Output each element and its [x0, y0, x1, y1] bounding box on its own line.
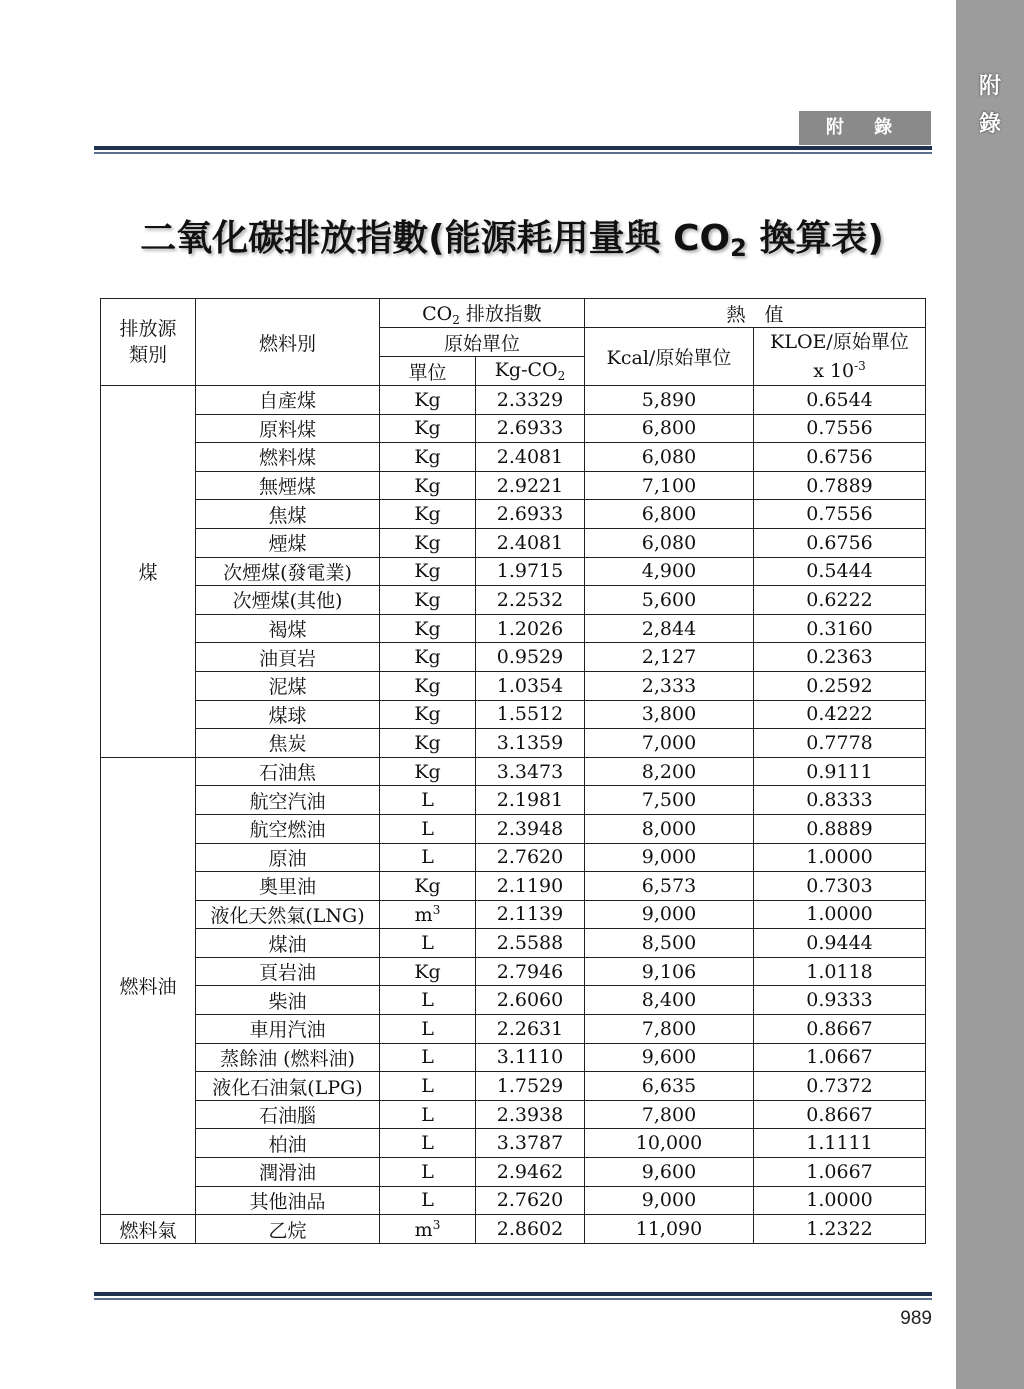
co2-cell: 2.6933 — [476, 500, 585, 529]
page-title — [100, 210, 924, 262]
table-row — [101, 471, 926, 500]
kloe-cell: 0.7556 — [754, 414, 926, 443]
co2-cell: 2.3329 — [476, 386, 585, 415]
table-row — [101, 843, 926, 872]
unit-cell: $m^3$ — [380, 900, 476, 929]
kloe-cell: 0.7889 — [754, 471, 926, 500]
unit-cell: Kg — [380, 386, 476, 415]
co2-cell: 2.6060 — [476, 986, 585, 1015]
kloe-cell: 0.3160 — [754, 614, 926, 643]
kloe-cell: 0.7556 — [754, 500, 926, 529]
unit-cell: Kg — [380, 757, 476, 786]
co2-cell: 2.7620 — [476, 1186, 585, 1215]
unit-cell: Kg — [380, 957, 476, 986]
kloe-cell: 0.8889 — [754, 814, 926, 843]
kcal-cell: 9,600 — [585, 1158, 754, 1187]
kloe-cell: 1.1111 — [754, 1129, 926, 1158]
unit-cell: Kg — [380, 700, 476, 729]
fuel-name-cell: 蒸餘油 (燃料油) — [196, 1043, 380, 1072]
kloe-cell: 1.0118 — [754, 957, 926, 986]
co2-cell: 2.3938 — [476, 1100, 585, 1129]
kcal-cell: 7,800 — [585, 1100, 754, 1129]
fuel-name-cell: 潤滑油 — [196, 1158, 380, 1187]
table-row — [101, 1129, 926, 1158]
unit-cell: L — [380, 986, 476, 1015]
kcal-cell: 5,890 — [585, 386, 754, 415]
kloe-cell: 0.2363 — [754, 643, 926, 672]
header-original-unit: 原始單位 — [380, 328, 585, 357]
unit-cell: Kg — [380, 643, 476, 672]
side-tab-char-1: 附 — [978, 74, 1001, 99]
co2-cell: 1.9715 — [476, 557, 585, 586]
unit-cell: Kg — [380, 586, 476, 615]
unit-cell: L — [380, 1158, 476, 1187]
unit-cell: L — [380, 929, 476, 958]
co2-cell: 3.3787 — [476, 1129, 585, 1158]
unit-cell: L — [380, 843, 476, 872]
kloe-cell: 0.2592 — [754, 671, 926, 700]
table-row — [101, 614, 926, 643]
co2-cell: 2.4081 — [476, 443, 585, 472]
unit-cell: L — [380, 786, 476, 815]
header-kloe: KLOE/原始單位 x $10^{-3}$ — [754, 328, 926, 386]
co2-cell: 2.1139 — [476, 900, 585, 929]
header-kcal: Kcal/原始單位 — [585, 328, 754, 386]
fuel-name-cell: 液化石油氣(LPG) — [196, 1072, 380, 1101]
co2-cell: 2.7946 — [476, 957, 585, 986]
unit-cell: Kg — [380, 443, 476, 472]
unit-cell: Kg — [380, 729, 476, 758]
fuel-name-cell: 航空燃油 — [196, 814, 380, 843]
table-row — [101, 671, 926, 700]
kloe-cell: 1.0667 — [754, 1158, 926, 1187]
kloe-cell: 0.8667 — [754, 1015, 926, 1044]
header-rule — [94, 146, 932, 154]
side-strip — [956, 0, 1024, 1389]
table-row — [101, 957, 926, 986]
co2-cell: 0.9529 — [476, 643, 585, 672]
kcal-cell: 2,844 — [585, 614, 754, 643]
fuel-name-cell: 車用汽油 — [196, 1015, 380, 1044]
kcal-cell: 2,333 — [585, 671, 754, 700]
table-row — [101, 986, 926, 1015]
fuel-name-cell: 頁岩油 — [196, 957, 380, 986]
kcal-cell: 8,000 — [585, 814, 754, 843]
title-main: 二氧化碳排放指數(能源耗用量與 CO — [140, 218, 731, 259]
kloe-cell: 0.6756 — [754, 443, 926, 472]
category-cell: 燃料油 — [101, 757, 196, 1215]
header-kg-co2: $Kg-CO_2$ — [476, 357, 585, 386]
fuel-name-cell: 焦煤 — [196, 500, 380, 529]
table-row — [101, 1072, 926, 1101]
kloe-cell: 0.9333 — [754, 986, 926, 1015]
fuel-name-cell: 石油腦 — [196, 1100, 380, 1129]
co2-cell: 1.5512 — [476, 700, 585, 729]
co2-cell: 3.1110 — [476, 1043, 585, 1072]
fuel-name-cell: 奧里油 — [196, 872, 380, 901]
fuel-name-cell: 其他油品 — [196, 1186, 380, 1215]
fuel-name-cell: 煤球 — [196, 700, 380, 729]
table-row — [101, 929, 926, 958]
table-row — [101, 528, 926, 557]
co2-cell: 2.6933 — [476, 414, 585, 443]
unit-cell: Kg — [380, 614, 476, 643]
fuel-name-cell: 煙煤 — [196, 528, 380, 557]
co2-cell: 2.8602 — [476, 1215, 585, 1244]
title-tail: 換算表) — [746, 218, 884, 259]
co2-cell: 2.1190 — [476, 872, 585, 901]
co2-conversion-table — [100, 298, 926, 1244]
unit-cell: $m^3$ — [380, 1215, 476, 1244]
co2-cell: 3.1359 — [476, 729, 585, 758]
co2-cell: 2.4081 — [476, 528, 585, 557]
kcal-cell: 8,200 — [585, 757, 754, 786]
kcal-cell: 9,600 — [585, 1043, 754, 1072]
table-row — [101, 1100, 926, 1129]
unit-cell: L — [380, 1129, 476, 1158]
kloe-cell: 0.6222 — [754, 586, 926, 615]
kcal-cell: 4,900 — [585, 557, 754, 586]
unit-cell: Kg — [380, 500, 476, 529]
kcal-cell: 9,000 — [585, 843, 754, 872]
kcal-cell: 7,500 — [585, 786, 754, 815]
table-row — [101, 414, 926, 443]
header-category: 排放源 類別 — [101, 299, 196, 386]
table-row — [101, 500, 926, 529]
kloe-cell: 0.7303 — [754, 872, 926, 901]
table-row — [101, 1158, 926, 1187]
fuel-name-cell: 煤油 — [196, 929, 380, 958]
category-cell: 煤 — [101, 386, 196, 758]
unit-cell: Kg — [380, 872, 476, 901]
unit-cell: L — [380, 1072, 476, 1101]
co2-cell: 2.5588 — [476, 929, 585, 958]
kcal-cell: 7,800 — [585, 1015, 754, 1044]
kloe-cell: 0.4222 — [754, 700, 926, 729]
header-unit: 單位 — [380, 357, 476, 386]
unit-cell: L — [380, 1100, 476, 1129]
fuel-name-cell: 無煙煤 — [196, 471, 380, 500]
table-row — [101, 1043, 926, 1072]
side-tab-label — [956, 68, 1024, 144]
kcal-cell: 9,000 — [585, 1186, 754, 1215]
unit-cell: Kg — [380, 471, 476, 500]
unit-cell: Kg — [380, 414, 476, 443]
kloe-cell: 0.6756 — [754, 528, 926, 557]
fuel-name-cell: 次煙煤(發電業) — [196, 557, 380, 586]
table-row — [101, 586, 926, 615]
kloe-cell: 0.8333 — [754, 786, 926, 815]
fuel-name-cell: 焦炭 — [196, 729, 380, 758]
table-row — [101, 757, 926, 786]
kcal-cell: 10,000 — [585, 1129, 754, 1158]
kloe-cell: 1.0000 — [754, 843, 926, 872]
co2-cell: 1.7529 — [476, 1072, 585, 1101]
co2-cell: 3.3473 — [476, 757, 585, 786]
table-row — [101, 1215, 926, 1244]
kcal-cell: 9,106 — [585, 957, 754, 986]
table-row — [101, 386, 926, 415]
fuel-name-cell: 石油焦 — [196, 757, 380, 786]
unit-cell: L — [380, 1186, 476, 1215]
kcal-cell: 6,635 — [585, 1072, 754, 1101]
kcal-cell: 7,000 — [585, 729, 754, 758]
fuel-name-cell: 燃料煤 — [196, 443, 380, 472]
fuel-name-cell: 柏油 — [196, 1129, 380, 1158]
fuel-name-cell: 泥煤 — [196, 671, 380, 700]
co2-cell: 2.7620 — [476, 843, 585, 872]
kcal-cell: 6,080 — [585, 528, 754, 557]
fuel-name-cell: 乙烷 — [196, 1215, 380, 1244]
unit-cell: Kg — [380, 557, 476, 586]
table-row — [101, 900, 926, 929]
co2-cell: 2.2532 — [476, 586, 585, 615]
fuel-name-cell: 原油 — [196, 843, 380, 872]
table-row — [101, 1015, 926, 1044]
kcal-cell: 5,600 — [585, 586, 754, 615]
co2-cell: 2.9462 — [476, 1158, 585, 1187]
kloe-cell: 0.5444 — [754, 557, 926, 586]
footer-rule — [94, 1292, 932, 1300]
kcal-cell: 6,573 — [585, 872, 754, 901]
fuel-name-cell: 次煙煤(其他) — [196, 586, 380, 615]
unit-cell: L — [380, 1043, 476, 1072]
table-row — [101, 786, 926, 815]
fuel-name-cell: 油頁岩 — [196, 643, 380, 672]
kcal-cell: 7,100 — [585, 471, 754, 500]
kloe-cell: 0.6544 — [754, 386, 926, 415]
table-row — [101, 1186, 926, 1215]
header-heat-value: 熱 值 — [585, 299, 926, 328]
co2-cell: 2.9221 — [476, 471, 585, 500]
header-co2-index: $CO_2$ 排放指數 — [380, 299, 585, 328]
co2-cell: 1.0354 — [476, 671, 585, 700]
kcal-cell: 6,800 — [585, 500, 754, 529]
co2-cell: 2.2631 — [476, 1015, 585, 1044]
kcal-cell: 8,400 — [585, 986, 754, 1015]
fuel-name-cell: 自產煤 — [196, 386, 380, 415]
kloe-cell: 0.8667 — [754, 1100, 926, 1129]
page-number: 989 — [900, 1308, 932, 1329]
kloe-cell: 0.9111 — [754, 757, 926, 786]
co2-cell: 2.1981 — [476, 786, 585, 815]
title-subscript: 2 — [730, 234, 747, 262]
side-tab-char-2: 錄 — [978, 112, 1001, 137]
fuel-name-cell: 液化天然氣(LNG) — [196, 900, 380, 929]
table-row — [101, 814, 926, 843]
unit-cell: Kg — [380, 528, 476, 557]
category-cell: 燃料氣 — [101, 1215, 196, 1244]
kloe-cell: 1.2322 — [754, 1215, 926, 1244]
unit-cell: L — [380, 814, 476, 843]
kcal-cell: 6,080 — [585, 443, 754, 472]
unit-cell: L — [380, 1015, 476, 1044]
header-fuel: 燃料別 — [196, 299, 380, 386]
co2-cell: 2.3948 — [476, 814, 585, 843]
unit-cell: Kg — [380, 671, 476, 700]
kloe-cell: 1.0000 — [754, 1186, 926, 1215]
kloe-cell: 0.9444 — [754, 929, 926, 958]
kcal-cell: 6,800 — [585, 414, 754, 443]
kcal-cell: 8,500 — [585, 929, 754, 958]
table-row — [101, 700, 926, 729]
fuel-name-cell: 柴油 — [196, 986, 380, 1015]
kloe-cell: 0.7372 — [754, 1072, 926, 1101]
fuel-name-cell: 航空汽油 — [196, 786, 380, 815]
kloe-cell: 1.0667 — [754, 1043, 926, 1072]
fuel-name-cell: 原料煤 — [196, 414, 380, 443]
kcal-cell: 9,000 — [585, 900, 754, 929]
table-row — [101, 557, 926, 586]
header-section-tab: 附 錄 — [799, 111, 931, 145]
kcal-cell: 3,800 — [585, 700, 754, 729]
kcal-cell: 2,127 — [585, 643, 754, 672]
kloe-cell: 1.0000 — [754, 900, 926, 929]
kcal-cell: 11,090 — [585, 1215, 754, 1244]
table-row — [101, 443, 926, 472]
table-row — [101, 872, 926, 901]
co2-cell: 1.2026 — [476, 614, 585, 643]
table-row — [101, 729, 926, 758]
kloe-cell: 0.7778 — [754, 729, 926, 758]
table-row — [101, 643, 926, 672]
fuel-name-cell: 褐煤 — [196, 614, 380, 643]
